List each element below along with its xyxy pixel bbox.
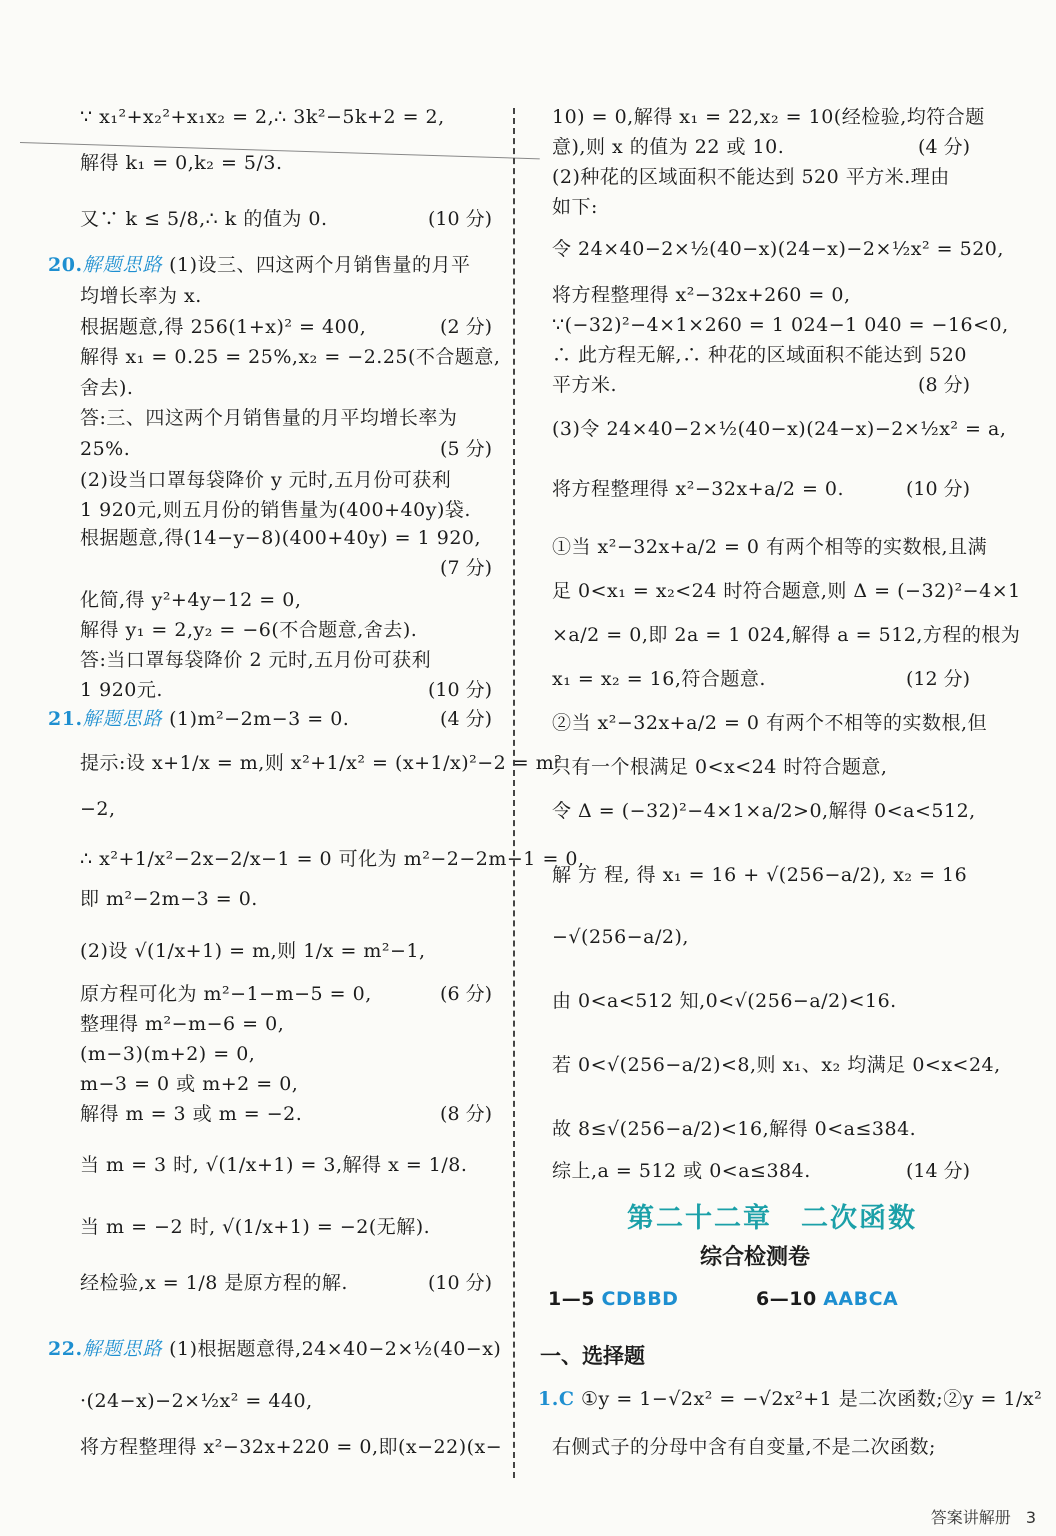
left-text-line: (2)设 √(1/x+1) = m,则 1/x = m²−1, xyxy=(80,940,426,962)
right-text-line: 10) = 0,解得 x₁ = 22,x₂ = 10(经检验,均符合题 xyxy=(552,106,985,128)
left-text-line: ∵ x₁²+x₂²+x₁x₂ = 2,∴ 3k²−5k+2 = 2, xyxy=(80,106,445,128)
left-text-line: 当 m = −2 时, √(1/x+1) = −2(无解). xyxy=(80,1216,431,1238)
section-heading: 一、选择题 xyxy=(540,1344,645,1368)
right-text-line: 将方程整理得 x²−32x+260 = 0, xyxy=(552,284,851,306)
right-text-line: 由 0<a<512 知,0<√(256−a/2)<16. xyxy=(552,990,897,1012)
right-text-line: (3)令 24×40−2×½(40−x)(24−x)−2×½x² = a, xyxy=(552,418,1007,440)
right-text-line: ×a/2 = 0,即 2a = 1 024,解得 a = 512,方程的根为 xyxy=(552,624,1021,646)
question-text: ①y = 1−√2x² = −√2x²+1 是二次函数;②y = 1/x² xyxy=(581,1388,1043,1410)
left-score: (7 分) xyxy=(440,557,492,579)
left-text-line: (m−3)(m+2) = 0, xyxy=(80,1043,256,1065)
right-text-line: −√(256−a/2), xyxy=(552,926,689,948)
question-text: (1)根据题意得,24×40−2×½(40−x) xyxy=(169,1338,502,1360)
question-text: (1)m²−2m−3 = 0. xyxy=(169,708,350,730)
right-score: (12 分) xyxy=(905,668,970,690)
left-score: (2 分) xyxy=(440,316,492,338)
left-score: (10 分) xyxy=(427,208,492,230)
answer-key-1 xyxy=(548,1286,678,1312)
left-text-line: 即 m²−2m−3 = 0. xyxy=(80,888,258,910)
left-score: (10 分) xyxy=(427,1272,492,1294)
left-text-line: 原方程可化为 m²−1−m−5 = 0, xyxy=(80,983,372,1005)
left-text-line: 将方程整理得 x²−32x+220 = 0,即(x−22)(x− xyxy=(80,1436,503,1458)
left-text-line: 根据题意,得(14−y−8)(400+40y) = 1 920, xyxy=(80,527,482,549)
right-text-line: (2)种花的区域面积不能达到 520 平方米.理由 xyxy=(552,166,950,188)
right-text-line: 解 方 程, 得 x₁ = 16 + √(256−a/2), x₂ = 16 xyxy=(552,864,968,886)
left-text-line: 整理得 m²−m−6 = 0, xyxy=(80,1013,285,1035)
question-20-header xyxy=(48,252,471,278)
answer-key-2 xyxy=(756,1286,898,1312)
answer-range: 1—5 xyxy=(548,1288,595,1310)
right-text-line: 将方程整理得 x²−32x+a/2 = 0. xyxy=(552,478,845,500)
left-text-line: 25%. xyxy=(80,438,131,460)
question-text: (1)设三、四这两个月销售量的月平 xyxy=(169,254,471,276)
right-text-line: ∵(−32)²−4×1×260 = 1 024−1 040 = −16<0, xyxy=(552,314,1009,336)
left-text-line: 提示:设 x+1/x = m,则 x²+1/x² = (x+1/x)²−2 = m² xyxy=(80,752,563,774)
left-text-line: 答:三、四这两个月销售量的月平均增长率为 xyxy=(80,407,458,429)
left-score: (8 分) xyxy=(440,1103,492,1125)
left-text-line: 解得 k₁ = 0,k₂ = 5/3. xyxy=(80,152,283,174)
left-text-line: 解得 x₁ = 0.25 = 25%,x₂ = −2.25(不合题意, xyxy=(80,346,501,368)
left-text-line: ·(24−x)−2×½x² = 440, xyxy=(80,1390,313,1412)
left-text-line: 1 920元. xyxy=(80,679,163,701)
column-divider xyxy=(513,108,515,1478)
right-score: (8 分) xyxy=(918,374,970,396)
footer-label: 答案讲解册 xyxy=(930,1508,1011,1527)
left-text-line: 又∵ k ≤ 5/8,∴ k 的值为 0. xyxy=(80,208,328,230)
question-number: 22. xyxy=(48,1338,83,1360)
page-footer xyxy=(931,1505,1036,1528)
right-text-line: 足 0<x₁ = x₂<24 时符合题意,则 Δ = (−32)²−4×1 xyxy=(552,580,1021,602)
left-text-line: 舍去). xyxy=(80,377,134,399)
question-number: 20. xyxy=(48,254,83,276)
left-text-line: 解得 m = 3 或 m = −2. xyxy=(80,1103,303,1125)
left-text-line: 解得 y₁ = 2,y₂ = −6(不合题意,舍去). xyxy=(80,619,418,641)
left-score: (6 分) xyxy=(440,983,492,1005)
right-score: (14 分) xyxy=(905,1160,970,1182)
question-number: 21. xyxy=(48,708,83,730)
right-text-line: 故 8≤√(256−a/2)<16,解得 0<a≤384. xyxy=(552,1118,917,1140)
right-text-line: 意),则 x 的值为 22 或 10. xyxy=(552,136,785,158)
solution-tag: 解题思路 xyxy=(82,1338,163,1360)
left-text-line: 当 m = 3 时, √(1/x+1) = 3,解得 x = 1/8. xyxy=(80,1154,468,1176)
left-text-line: 经检验,x = 1/8 是原方程的解. xyxy=(80,1272,348,1294)
right-text-line: x₁ = x₂ = 16,符合题意. xyxy=(552,668,766,690)
left-text-line: 答:当口罩每袋降价 2 元时,五月份可获利 xyxy=(80,649,432,671)
question-22-header xyxy=(48,1336,501,1362)
right-score: (4 分) xyxy=(918,136,970,158)
question-1-line xyxy=(538,1386,1042,1412)
page-number: 3 xyxy=(1025,1508,1036,1527)
question-21-header xyxy=(48,706,349,732)
left-score: (10 分) xyxy=(427,679,492,701)
chapter-title: 第二十二章 二次函数 xyxy=(627,1203,917,1234)
left-text-line: 根据题意,得 256(1+x)² = 400, xyxy=(80,316,367,338)
right-text-line: 令 Δ = (−32)²−4×1×a/2>0,解得 0<a<512, xyxy=(552,800,976,822)
test-subtitle: 综合检测卷 xyxy=(700,1245,811,1270)
left-text-line: 均增长率为 x. xyxy=(80,285,202,307)
right-text-line: 若 0<√(256−a/2)<8,则 x₁、x₂ 均满足 0<x<24, xyxy=(552,1054,1001,1076)
right-text-line: ∴ 此方程无解,∴ 种花的区域面积不能达到 520 xyxy=(552,344,967,366)
left-text-line: −2, xyxy=(80,798,116,820)
right-text-line: 令 24×40−2×½(40−x)(24−x)−2×½x² = 520, xyxy=(552,238,1004,260)
right-text-line: ①当 x²−32x+a/2 = 0 有两个相等的实数根,且满 xyxy=(552,536,988,558)
right-text-line: 平方米. xyxy=(552,374,618,396)
left-text-line: 化简,得 y²+4y−12 = 0, xyxy=(80,589,302,611)
left-text-line: (2)设当口罩每袋降价 y 元时,五月份可获利 xyxy=(80,469,452,491)
right-text-line: 综上,a = 512 或 0<a≤384. xyxy=(552,1160,811,1182)
answer-letters: CDBBD xyxy=(601,1288,679,1310)
question-number: 1.C xyxy=(538,1388,575,1410)
right-text-line: ②当 x²−32x+a/2 = 0 有两个不相等的实数根,但 xyxy=(552,712,988,734)
left-score: (5 分) xyxy=(440,438,492,460)
left-text-line: m−3 = 0 或 m+2 = 0, xyxy=(80,1073,299,1095)
answer-range: 6—10 xyxy=(756,1288,817,1310)
right-score: (10 分) xyxy=(905,478,970,500)
solution-tag: 解题思路 xyxy=(82,708,163,730)
answer-letters: AABCA xyxy=(823,1288,899,1310)
solution-tag: 解题思路 xyxy=(82,254,163,276)
right-text-line: 只有一个根满足 0<x<24 时符合题意, xyxy=(552,756,888,778)
question-1-continued: 右侧式子的分母中含有自变量,不是二次函数; xyxy=(552,1436,936,1458)
right-text-line: 如下: xyxy=(552,196,598,218)
left-score: (4 分) xyxy=(440,708,492,730)
left-text-line: 1 920元,则五月份的销售量为(400+40y)袋. xyxy=(80,499,471,521)
left-text-line: ∴ x²+1/x²−2x−2/x−1 = 0 可化为 m²−2−2m−1 = 0, xyxy=(80,848,585,870)
